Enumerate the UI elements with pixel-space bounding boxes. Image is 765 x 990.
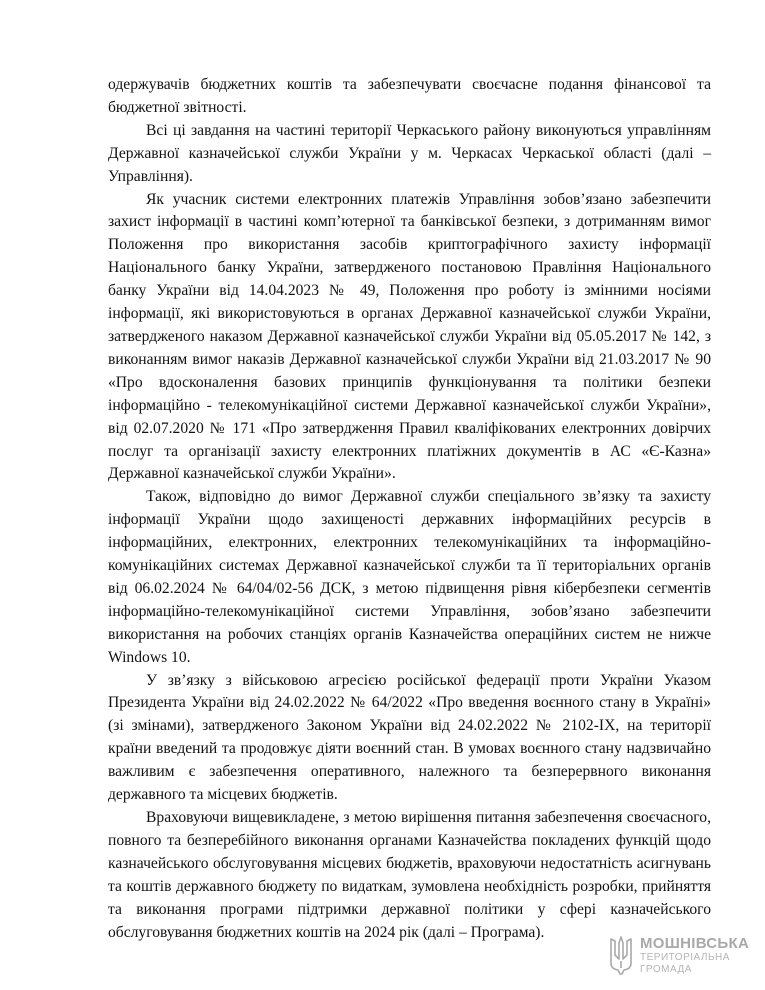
- community-logo: [608, 935, 758, 979]
- logo-title: МОШНІВСЬКА: [640, 935, 750, 952]
- logo-subtitle-2: ГРОМАДА: [640, 964, 692, 975]
- trident-icon: [608, 935, 634, 975]
- paragraph-6: Враховуючи вищевикладене, з метою вирішення питання забезпечення своєчасного, повного та безперебійного виконання органами Казначейства покладених функцій щодо казначейського обслуговування місцевих бюджетів, враховуючи недостатність асигнувань та коштів державного бюджету по видаткам, зумовлена необхідність розробки, прийняття та виконання програми підтримки державної політики у сфері казначейського обслуговування бюджетних коштів на 2024 рік (далі – Програма).: [108, 809, 711, 941]
- paragraph-5: У зв’язку з військовою агресією російської федерації проти України Указом Президента України від 24.02.2022 № 64/2022 «Про введення воєнного стану в Україні» (зі змінами), затвердженого Законом України від 24.02.2022 № 2102-IX, на території країни введений та продовжує діяти воєнний стан. В умовах воєнного стану надзвичайно важливим є забезпечення оперативного, належного та безперервного виконання державного та місцевих бюджетів.: [108, 671, 711, 804]
- logo-subtitle-1: ТЕРИТОРІАЛЬНА: [640, 952, 730, 963]
- document-body: [108, 74, 711, 944]
- paragraph-2: Всі ці завдання на частині території Черкаського району виконуються управлінням Державної казначейської служби України у м. Черкасах Черкаської області (далі – Управління).: [108, 121, 711, 185]
- paragraph-3: Як учасник системи електронних платежів Управління зобов’язано забезпечити захист інформації в частині комп’ютерної та банківської безпеки, з дотриманням вимог Положення про використання засобів криптографічного захисту інформації Національного банку України, затвердженого постановою Правління Національного банку України від 14.04.2023 № 49, Положення про роботу із змінними носіями інформації, які використовуються в органах Державної казначейської служби України, затвердженого наказом Державної казначейської служби України від 05.05.2017 № 142, з виконанням вимог наказів Державної казначейської служби України від 21.03.2017 № 90 «Про вдосконалення базових принципів функціонування та політики безпеки інформаційно - телекомунікаційної системи Державної казначейської служби України», від 02.07.2020 № 171 «Про затвердження Правил кваліфікованих електронних довірчих послуг та організації захисту електронних платіжних документів в АС «Є-Казна» Державної казначейської служби України».: [108, 190, 711, 483]
- paragraph-4: Також, відповідно до вимог Державної служби спеціального зв’язку та захисту інформації України щодо захищеності державних інформаційних ресурсів в інформаційних, електронних, електронних телекомунікаційних та інформаційно-комунікаційних системах Державної казначейської служби та її територіальних органів від 06.02.2024 № 64/04/02-56 ДСК, з метою підвищення рівня кібербезпеки сегментів інформаційно-телекомунікаційної системи Управління, зобов’язано забезпечити використання на робочих станціях органів Казначейства операційних систем не нижче Windows 10.: [108, 488, 711, 666]
- paragraph-1: одержувачів бюджетних коштів та забезпечувати своєчасне подання фінансової та бюджетної звітності.: [108, 76, 711, 116]
- logo-text: [640, 935, 758, 976]
